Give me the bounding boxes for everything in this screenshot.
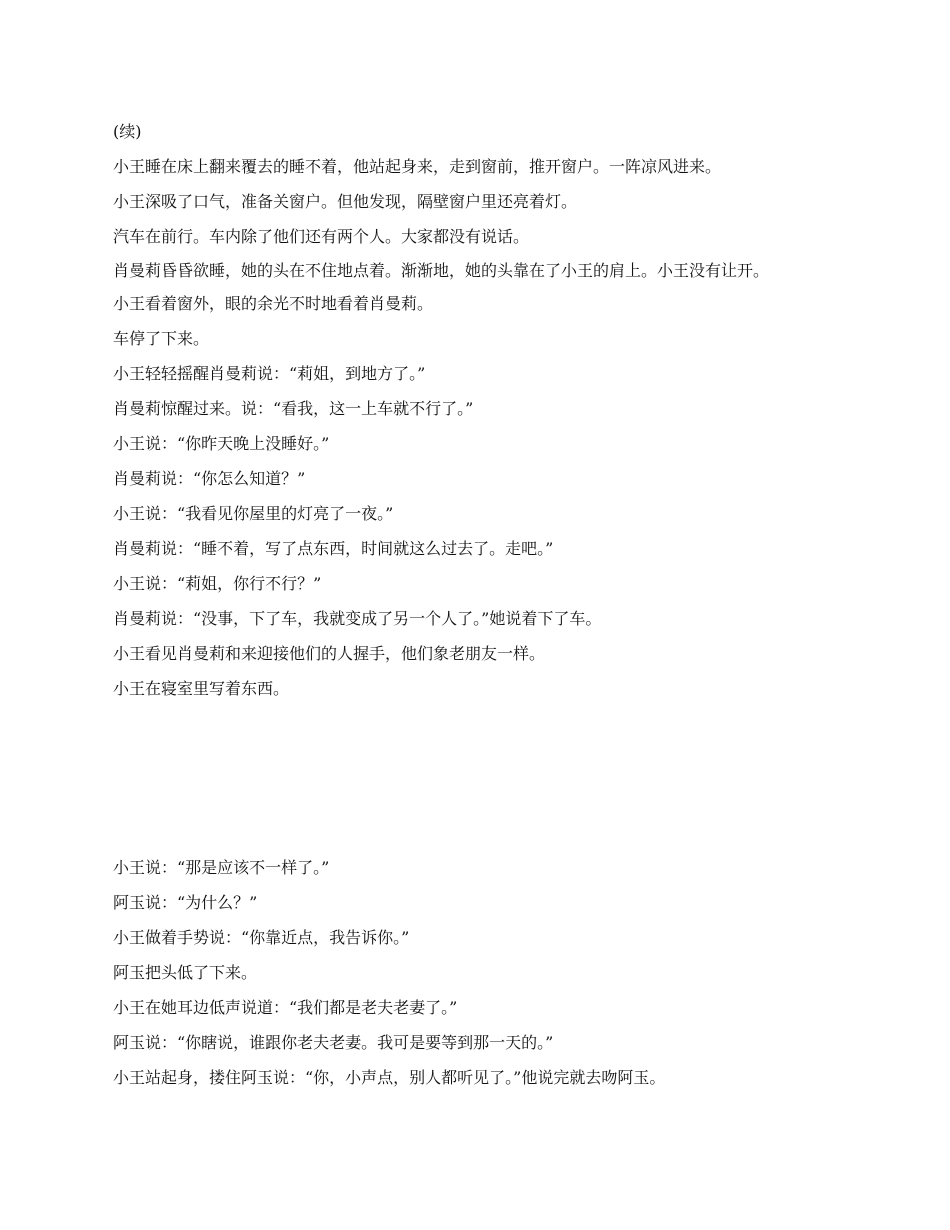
- paragraph: 小王轻轻摇醒肖曼莉说：“莉姐，到地方了。”: [113, 364, 426, 383]
- paragraph: 汽车在前行。车内除了他们还有两个人。大家都没有说话。: [113, 227, 530, 246]
- paragraph: 肖曼莉昏昏欲睡，她的头在不住地点着。渐渐地，她的头靠在了小王的肩上。小王没有让开。: [113, 261, 770, 280]
- paragraph: 肖曼莉说：“你怎么知道？”: [113, 469, 306, 488]
- paragraph: 小王说：“我看见你屋里的灯亮了一夜。”: [113, 504, 394, 523]
- paragraph: 小王说：“你昨天晚上没睡好。”: [113, 434, 330, 453]
- paragraph: 小王说：“莉姐，你行不行？”: [113, 574, 322, 593]
- text-block-bottom: [113, 858, 848, 1103]
- paragraph: 小王站起身，搂住阿玉说：“你，小声点，别人都听见了。”他说完就去吻阿玉。: [113, 1068, 666, 1087]
- paragraph: 车停了下来。: [113, 329, 210, 348]
- paragraph: 阿玉说：“你瞎说，谁跟你老夫老妻。我可是要等到那一天的。”: [113, 1033, 554, 1052]
- paragraph: 阿玉说：“为什么？”: [113, 893, 258, 912]
- paragraph: 小王看着窗外，眼的余光不时地看着肖曼莉。: [113, 294, 434, 313]
- paragraph: 肖曼莉说：“没事，下了车，我就变成了另一个人了。”她说着下了车。: [113, 609, 602, 628]
- paragraph-continued-marker: (续): [113, 122, 142, 141]
- paragraph: 小王说：“那是应该不一样了。”: [113, 858, 330, 877]
- paragraph: 小王深吸了口气，准备关窗户。但他发现，隔壁窗户里还亮着灯。: [113, 192, 578, 211]
- paragraph: 肖曼莉说：“睡不着，写了点东西，时间就这么过去了。走吧。”: [113, 539, 554, 558]
- paragraph: 小王在寝室里写着东西。: [113, 679, 290, 698]
- paragraph: 小王看见肖曼莉和来迎接他们的人握手，他们象老朋友一样。: [113, 644, 546, 663]
- paragraph: 肖曼莉惊醒过来。说：“看我，这一上车就不行了。”: [113, 399, 474, 418]
- paragraph: 小王在她耳边低声说道：“我们都是老夫老妻了。”: [113, 998, 458, 1017]
- paragraph: 阿玉把头低了下来。: [113, 963, 258, 982]
- paragraph: 小王做着手势说：“你靠近点，我告诉你。”: [113, 928, 410, 947]
- paragraph: 小王睡在床上翻来覆去的睡不着，他站起身来，走到窗前，推开窗户。一阵凉风进来。: [113, 157, 722, 176]
- text-block-top: [113, 122, 848, 714]
